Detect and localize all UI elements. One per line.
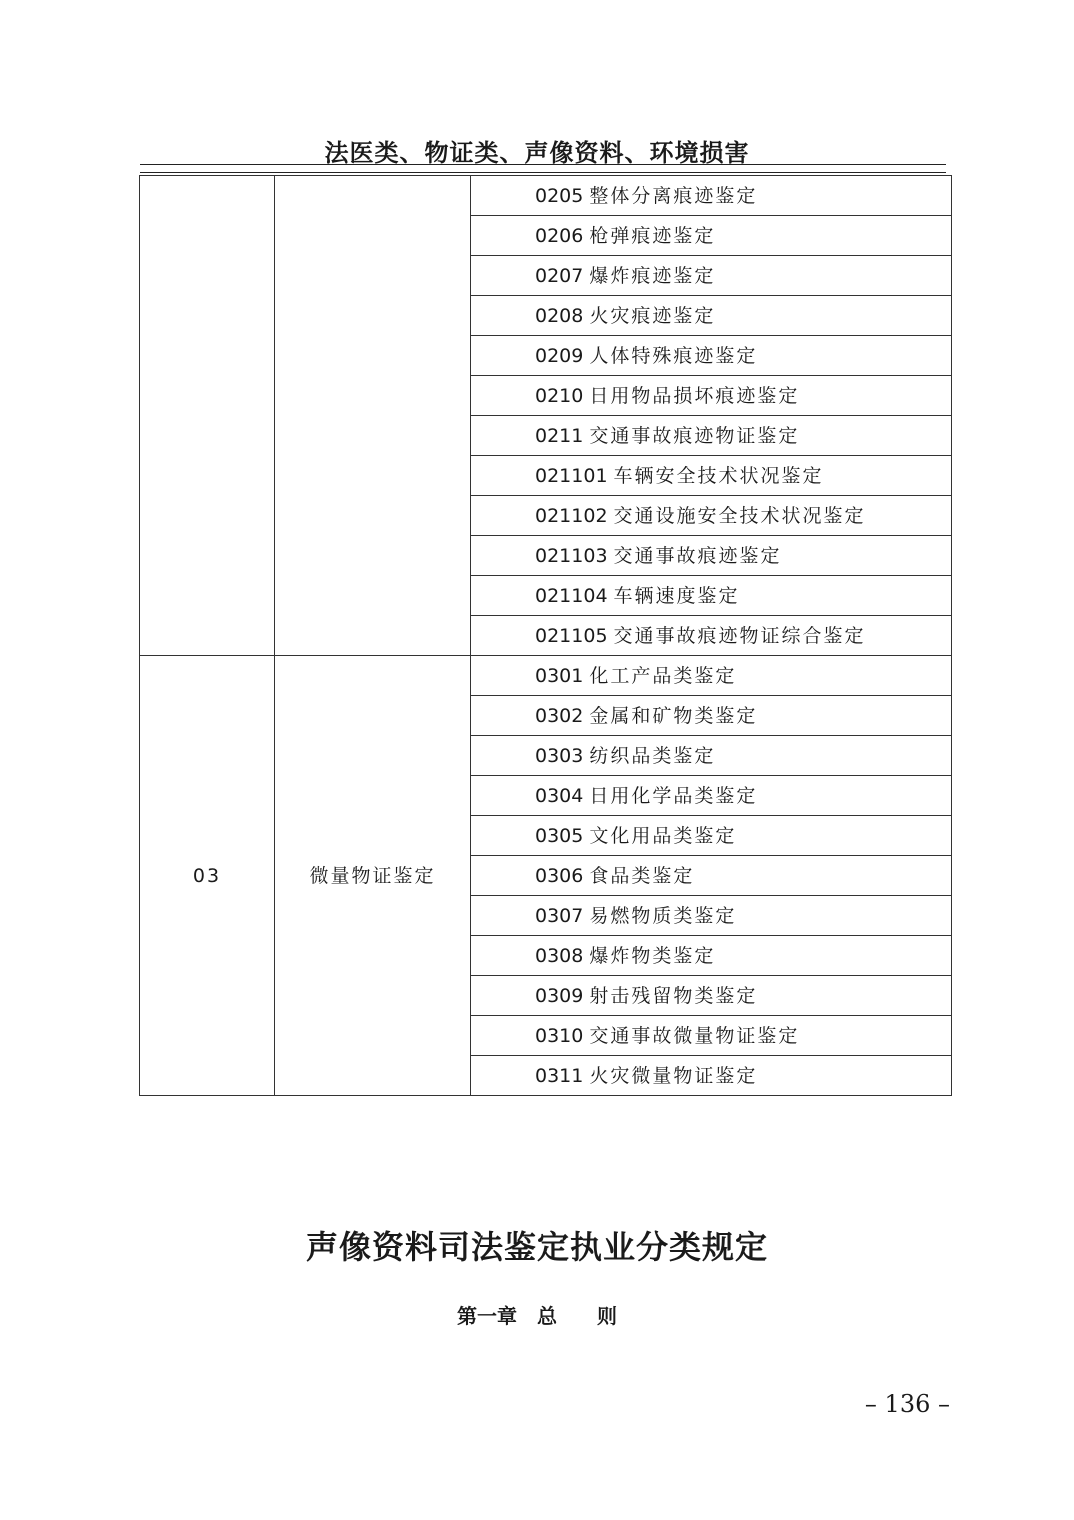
item-code: 0206: [535, 224, 584, 247]
item-cell: [471, 176, 952, 216]
item-cell: [471, 656, 952, 696]
item-name: 射击残留物类鉴定: [589, 984, 758, 1007]
header-rule-top: [140, 164, 946, 165]
item-code: 0309: [535, 984, 584, 1007]
item-name: 交通事故微量物证鉴定: [589, 1024, 800, 1047]
running-header: 法医类、物证类、声像资料、环境损害: [324, 138, 750, 167]
page-number: – 136 –: [864, 1390, 950, 1418]
item-name: 交通设施安全技术状况鉴定: [613, 504, 866, 527]
item-cell: [471, 616, 952, 656]
item-code: 021104: [535, 584, 608, 607]
item-name: 易燃物质类鉴定: [589, 904, 737, 927]
item-code: 0305: [535, 824, 584, 847]
item-cell: [471, 536, 952, 576]
item-code: 0207: [535, 264, 584, 287]
section-title: 声像资料司法鉴定执业分类规定: [305, 1228, 768, 1266]
item-name: 交通事故痕迹鉴定: [613, 544, 782, 567]
item-cell: [471, 696, 952, 736]
item-code: 021102: [535, 504, 608, 527]
item-code: 0208: [535, 304, 584, 327]
item-cell: [471, 816, 952, 856]
item-code: 0308: [535, 944, 584, 967]
item-name: 爆炸痕迹鉴定: [589, 264, 716, 287]
item-code: 0205: [535, 184, 584, 207]
item-name: 爆炸物类鉴定: [589, 944, 716, 967]
item-code: 0211: [535, 424, 584, 447]
item-name: 交通事故痕迹物证综合鉴定: [613, 624, 866, 647]
item-code: 0310: [535, 1024, 584, 1047]
item-cell: [471, 376, 952, 416]
table-row: [140, 176, 952, 216]
item-code: 0303: [535, 744, 584, 767]
item-cell: [471, 896, 952, 936]
item-cell: [471, 256, 952, 296]
item-code: 0306: [535, 864, 584, 887]
item-cell: [471, 936, 952, 976]
category-name-cell: [275, 176, 471, 656]
item-name: 人体特殊痕迹鉴定: [589, 344, 758, 367]
item-code: 021103: [535, 544, 608, 567]
item-code: 0307: [535, 904, 584, 927]
item-name: 文化用品类鉴定: [589, 824, 737, 847]
item-cell: [471, 456, 952, 496]
item-name: 车辆速度鉴定: [613, 584, 740, 607]
item-name: 整体分离痕迹鉴定: [589, 184, 758, 207]
item-name: 化工产品类鉴定: [589, 664, 737, 687]
item-cell: [471, 736, 952, 776]
header-rule-bottom: [140, 172, 946, 173]
table-row: [140, 656, 952, 696]
item-cell: [471, 496, 952, 536]
classification-table: [139, 175, 952, 1096]
item-name: 火灾痕迹鉴定: [589, 304, 716, 327]
item-code: 0301: [535, 664, 584, 687]
item-code: 0311: [535, 1064, 584, 1087]
chapter-title: 第一章 总 则: [457, 1304, 617, 1328]
item-cell: [471, 776, 952, 816]
item-name: 交通事故痕迹物证鉴定: [589, 424, 800, 447]
item-code: 0304: [535, 784, 584, 807]
item-name: 枪弹痕迹鉴定: [589, 224, 716, 247]
item-cell: [471, 1056, 952, 1096]
item-code: 0210: [535, 384, 584, 407]
item-code: 0209: [535, 344, 584, 367]
category-code-cell: [140, 176, 275, 656]
item-cell: [471, 576, 952, 616]
item-name: 火灾微量物证鉴定: [589, 1064, 758, 1087]
category-code-cell: 03: [140, 656, 275, 1096]
item-cell: [471, 336, 952, 376]
item-code: 021105: [535, 624, 608, 647]
category-name-cell: 微量物证鉴定: [275, 656, 471, 1096]
item-cell: [471, 216, 952, 256]
classification-table-body: [140, 176, 952, 1096]
item-cell: [471, 296, 952, 336]
item-name: 金属和矿物类鉴定: [589, 704, 758, 727]
item-cell: [471, 976, 952, 1016]
item-cell: [471, 416, 952, 456]
item-name: 车辆安全技术状况鉴定: [613, 464, 824, 487]
item-cell: [471, 856, 952, 896]
item-name: 日用物品损坏痕迹鉴定: [589, 384, 800, 407]
item-cell: [471, 1016, 952, 1056]
item-name: 日用化学品类鉴定: [589, 784, 758, 807]
item-code: 0302: [535, 704, 584, 727]
item-code: 021101: [535, 464, 608, 487]
item-name: 纺织品类鉴定: [589, 744, 716, 767]
item-name: 食品类鉴定: [589, 864, 695, 887]
